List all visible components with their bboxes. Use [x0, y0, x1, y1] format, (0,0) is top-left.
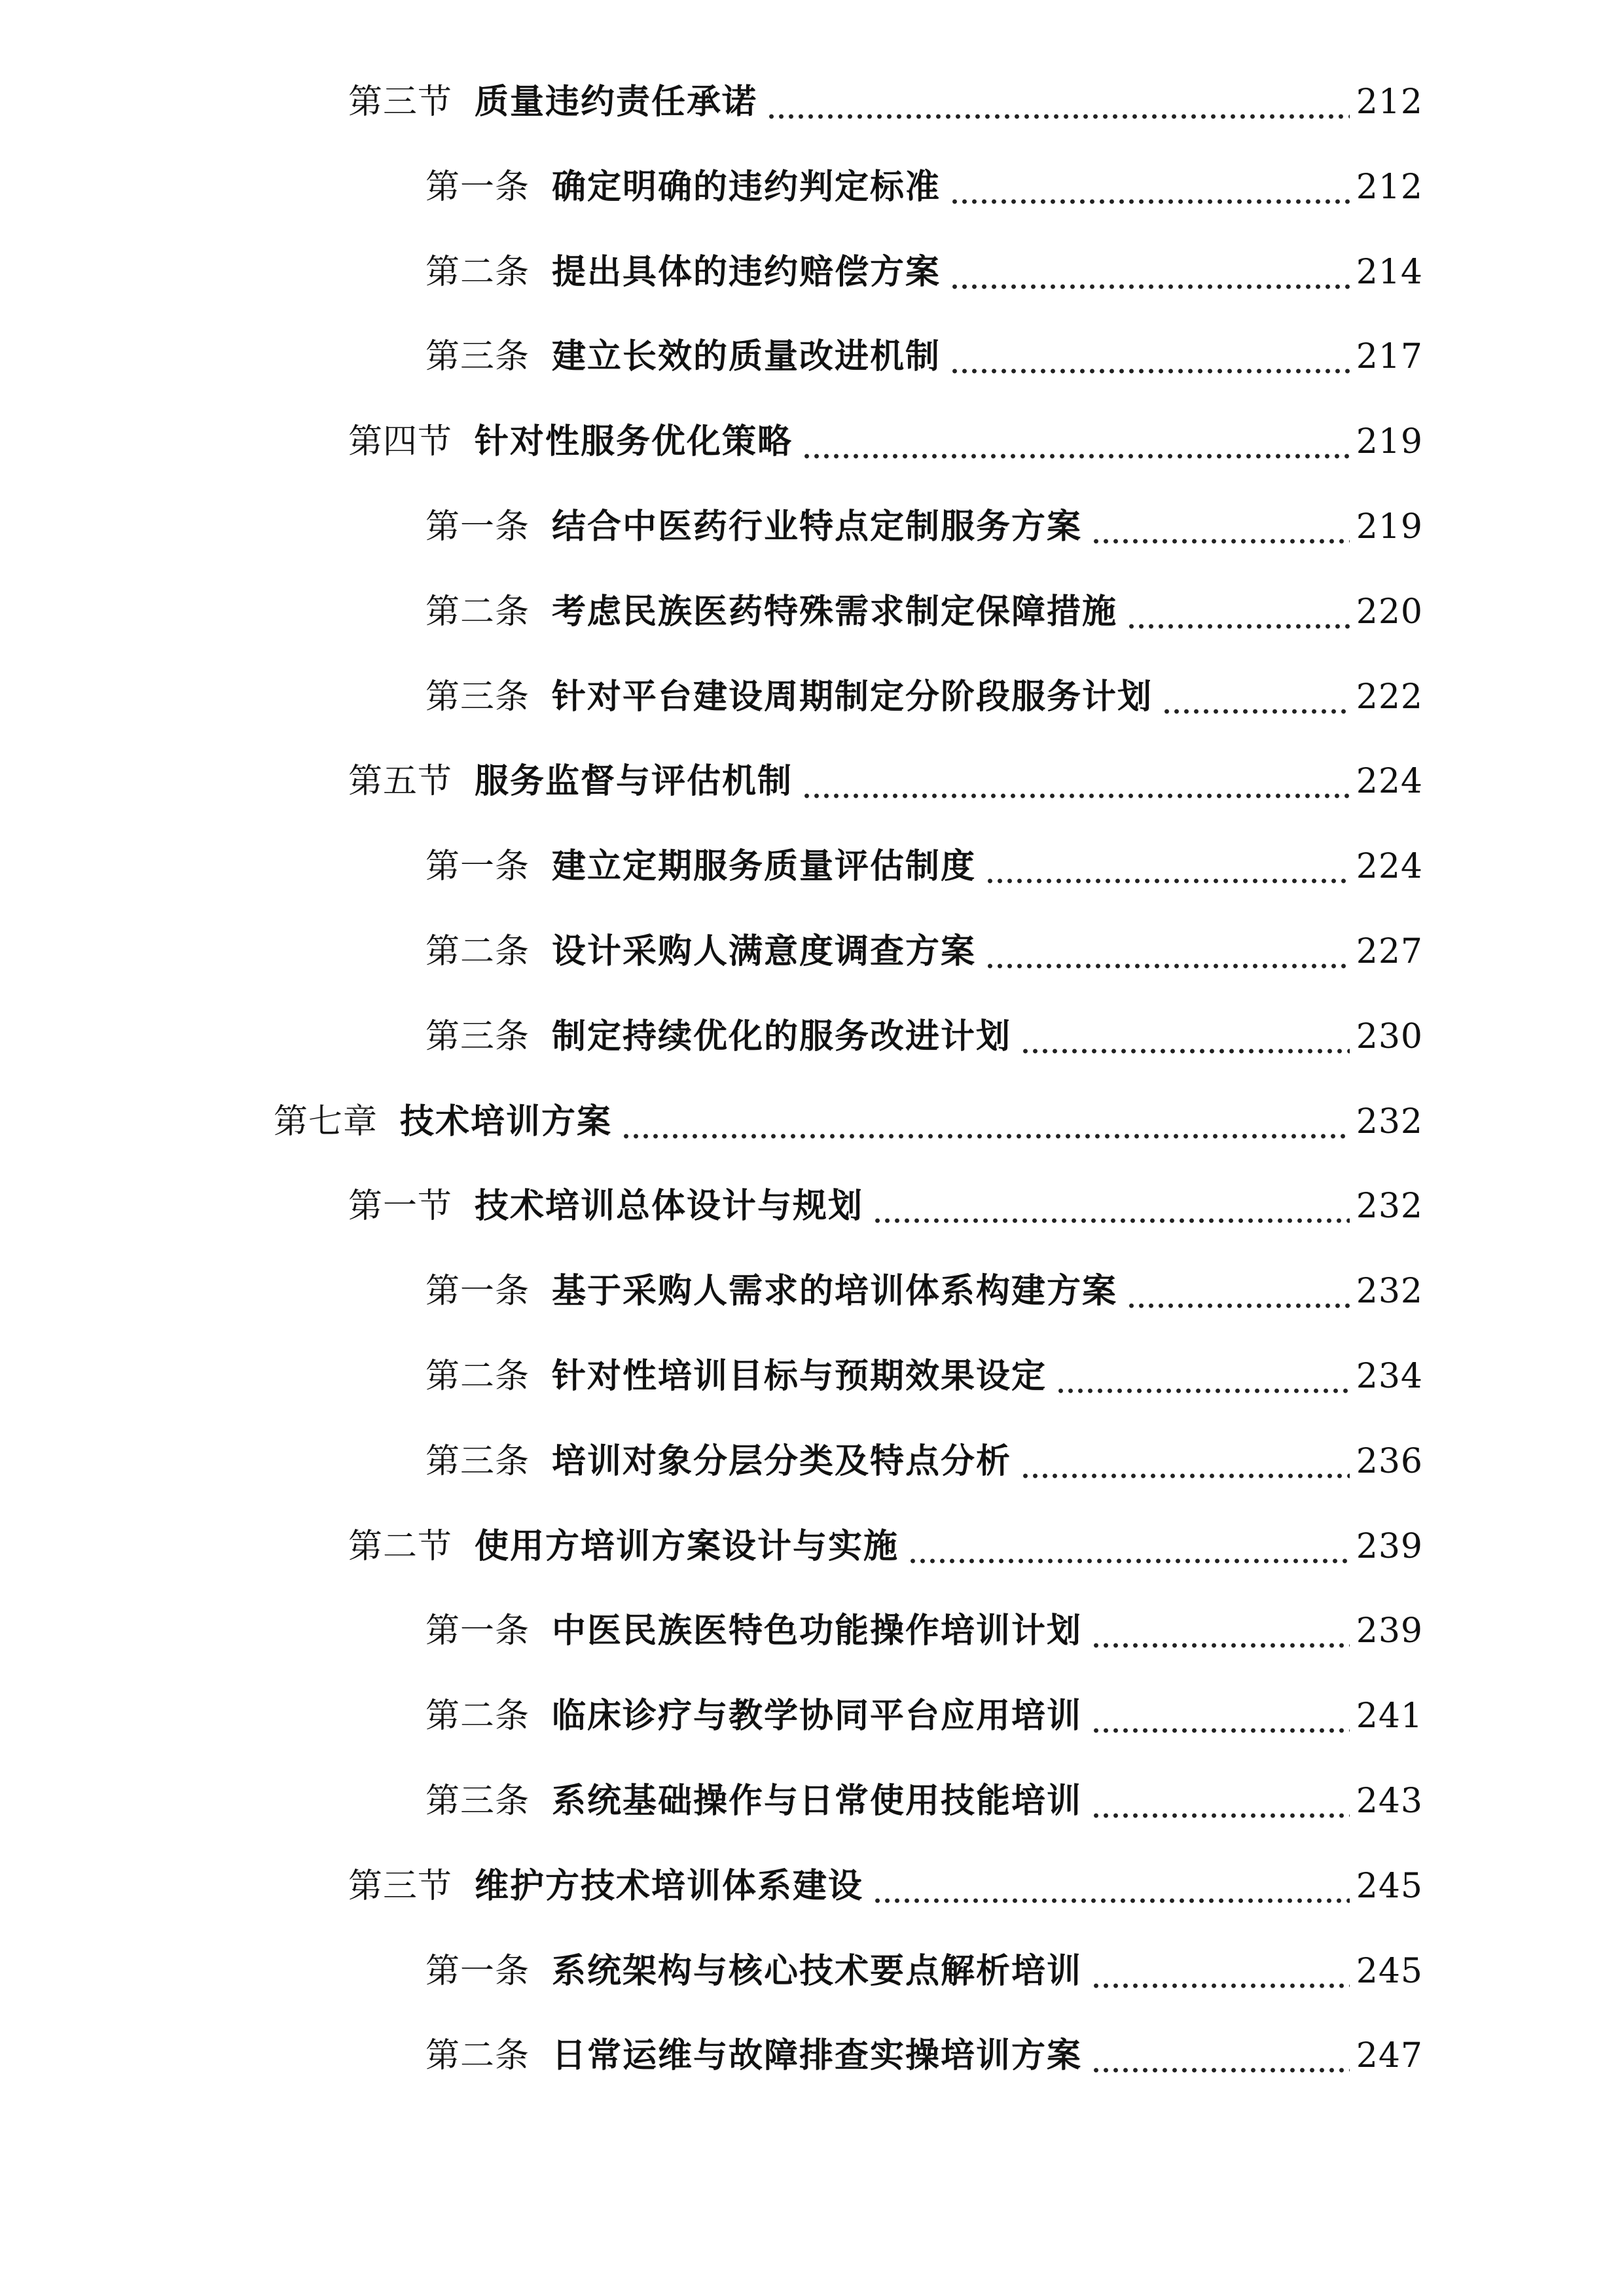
- toc-entry-section[interactable]: [348, 755, 1423, 808]
- toc-entry-article[interactable]: [425, 246, 1423, 298]
- dot-leader: [802, 755, 1350, 808]
- toc-entry-page-number: 232: [1356, 1102, 1423, 1141]
- toc-entry-section[interactable]: [348, 1520, 1423, 1573]
- toc-entry-page-number: 219: [1356, 422, 1423, 462]
- toc-entry-label: 第一条: [425, 167, 530, 207]
- dot-leader: [1127, 586, 1350, 638]
- toc-entry-label: 第一条: [425, 1272, 530, 1312]
- toc-entry-label: 第二条: [425, 1357, 530, 1396]
- toc-entry-page-number: 245: [1356, 1951, 1423, 1991]
- dot-leader: [985, 925, 1350, 978]
- toc-entry-article[interactable]: [425, 1945, 1423, 1998]
- toc-entry-article[interactable]: [425, 1775, 1423, 1827]
- toc-entry-title: 技术培训方案: [400, 1101, 613, 1141]
- toc-entry-page-number: 243: [1356, 1782, 1423, 1821]
- toc-entry-title: 设计采购人满意度调查方案: [552, 931, 977, 971]
- toc-entry-label: 第一节: [348, 1187, 453, 1227]
- dot-leader: [1091, 501, 1350, 553]
- toc-entry-label: 第二条: [425, 932, 530, 971]
- toc-entry-page-number: 236: [1356, 1441, 1423, 1481]
- toc-entry-label: 第一条: [425, 1611, 530, 1651]
- toc-entry-page-number: 241: [1356, 1696, 1423, 1736]
- toc-entry-page-number: 239: [1356, 1526, 1423, 1566]
- toc-entry-article[interactable]: [425, 1265, 1423, 1318]
- toc-entry-section[interactable]: [348, 1860, 1423, 1912]
- toc-entry-page-number: 247: [1356, 2036, 1423, 2076]
- dot-leader: [1091, 2030, 1350, 2082]
- toc-entry-chapter[interactable]: [274, 1096, 1423, 1148]
- dot-leader: [908, 1520, 1350, 1573]
- toc-entry-page-number: 222: [1356, 677, 1423, 717]
- toc-entry-article[interactable]: [425, 671, 1423, 723]
- toc-entry-label: 第二条: [425, 1696, 530, 1736]
- toc-entry-label: 第三条: [425, 1441, 530, 1481]
- dot-leader: [1091, 1605, 1350, 1657]
- toc-entry-page-number: 239: [1356, 1611, 1423, 1651]
- toc-entry-article[interactable]: [425, 161, 1423, 213]
- toc-entry-section[interactable]: [348, 416, 1423, 468]
- toc-entry-label: 第三条: [425, 1016, 530, 1056]
- toc-entry-article[interactable]: [425, 1350, 1423, 1403]
- toc-entry-article[interactable]: [425, 501, 1423, 553]
- toc-entry-page-number: 212: [1356, 167, 1423, 207]
- toc-entry-article[interactable]: [425, 1690, 1423, 1742]
- dot-leader: [1127, 1265, 1350, 1318]
- toc-entry-page-number: 234: [1356, 1357, 1423, 1396]
- toc-entry-section[interactable]: [348, 1180, 1423, 1232]
- toc-entry-label: 第五节: [348, 762, 453, 802]
- toc-entry-article[interactable]: [425, 586, 1423, 638]
- toc-entry-label: 第三条: [425, 677, 530, 717]
- toc-entry-article[interactable]: [425, 2030, 1423, 2082]
- toc-entry-title: 维护方技术培训体系建设: [475, 1865, 864, 1906]
- dot-leader: [1020, 1435, 1350, 1488]
- toc-entry-title: 确定明确的违约判定标准: [552, 166, 941, 207]
- toc-entry-title: 结合中医药行业特点定制服务方案: [552, 507, 1083, 547]
- toc-entry-title: 针对平台建设周期制定分阶段服务计划: [552, 676, 1153, 717]
- toc-entry-label: 第三节: [348, 82, 453, 122]
- toc-entry-page-number: 224: [1356, 762, 1423, 802]
- dot-leader: [950, 246, 1350, 298]
- toc-entry-title: 系统架构与核心技术要点解析培训: [552, 1950, 1083, 1991]
- toc-entry-label: 第一条: [425, 847, 530, 887]
- toc-entry-title: 中医民族医特色功能操作培训计划: [552, 1611, 1083, 1651]
- toc-entry-title: 临床诊疗与教学协同平台应用培训: [552, 1696, 1083, 1736]
- dot-leader: [1091, 1775, 1350, 1827]
- toc-entry-article[interactable]: [425, 840, 1423, 893]
- toc-entry-title: 服务监督与评估机制: [475, 761, 793, 802]
- toc-entry-label: 第二条: [425, 592, 530, 632]
- toc-entry-label: 第一条: [425, 1951, 530, 1991]
- dot-leader: [1056, 1350, 1350, 1403]
- toc-entry-label: 第三条: [425, 1782, 530, 1821]
- toc-entry-page-number: 224: [1356, 847, 1423, 887]
- toc-entry-article[interactable]: [425, 925, 1423, 978]
- toc-entry-page-number: 230: [1356, 1016, 1423, 1056]
- dot-leader: [1162, 671, 1350, 723]
- toc-entry-title: 使用方培训方案设计与实施: [475, 1526, 899, 1566]
- toc-entry-page-number: 227: [1356, 932, 1423, 971]
- toc-entry-label: 第一条: [425, 507, 530, 547]
- toc-entry-title: 制定持续优化的服务改进计划: [552, 1016, 1012, 1056]
- toc-entry-label: 第四节: [348, 422, 453, 462]
- dot-leader: [950, 161, 1350, 213]
- dot-leader: [621, 1096, 1350, 1148]
- toc-entry-title: 日常运维与故障排查实操培训方案: [552, 2036, 1083, 2076]
- toc-entry-title: 培训对象分层分类及特点分析: [552, 1441, 1012, 1481]
- dot-leader: [1020, 1011, 1350, 1063]
- dot-leader: [1091, 1945, 1350, 1998]
- toc-entry-article[interactable]: [425, 1605, 1423, 1657]
- toc-entry-label: 第二条: [425, 2036, 530, 2076]
- dot-leader: [873, 1180, 1350, 1232]
- toc-entry-title: 针对性服务优化策略: [475, 422, 793, 462]
- toc-entry-page-number: 217: [1356, 337, 1423, 377]
- toc-entry-title: 质量违约责任承诺: [475, 82, 758, 122]
- toc-entry-label: 第三节: [348, 1866, 453, 1906]
- toc-entry-page-number: 220: [1356, 592, 1423, 632]
- toc-entry-title: 系统基础操作与日常使用技能培训: [552, 1781, 1083, 1821]
- toc-entry-label: 第二条: [425, 252, 530, 292]
- toc-entry-page-number: 212: [1356, 82, 1423, 122]
- toc-entry-label: 第三条: [425, 337, 530, 377]
- toc-entry-page-number: 214: [1356, 252, 1423, 292]
- dot-leader: [873, 1860, 1350, 1912]
- dot-leader: [802, 416, 1350, 468]
- toc-entry-title: 建立长效的质量改进机制: [552, 336, 941, 377]
- dot-leader: [985, 840, 1350, 893]
- toc-entry-article[interactable]: [425, 331, 1423, 383]
- toc-entry-title: 基于采购人需求的培训体系构建方案: [552, 1271, 1118, 1312]
- toc-entry-section[interactable]: [348, 76, 1423, 128]
- toc-entry-title: 技术培训总体设计与规划: [475, 1186, 864, 1227]
- toc-entry-page-number: 245: [1356, 1866, 1423, 1906]
- toc-entry-label: 第二节: [348, 1526, 453, 1566]
- toc-entry-page-number: 219: [1356, 507, 1423, 547]
- toc-entry-title: 提出具体的违约赔偿方案: [552, 251, 941, 292]
- toc-entry-label: 第七章: [274, 1102, 378, 1141]
- toc-entry-page-number: 232: [1356, 1187, 1423, 1227]
- toc-entry-article[interactable]: [425, 1435, 1423, 1488]
- toc-entry-title: 针对性培训目标与预期效果设定: [552, 1356, 1047, 1396]
- dot-leader: [1091, 1690, 1350, 1742]
- dot-leader: [767, 76, 1350, 128]
- toc-entry-page-number: 232: [1356, 1272, 1423, 1312]
- toc-entry-title: 建立定期服务质量评估制度: [552, 846, 977, 887]
- dot-leader: [950, 331, 1350, 383]
- toc-entry-title: 考虑民族医药特殊需求制定保障措施: [552, 591, 1118, 632]
- toc-entry-article[interactable]: [425, 1011, 1423, 1063]
